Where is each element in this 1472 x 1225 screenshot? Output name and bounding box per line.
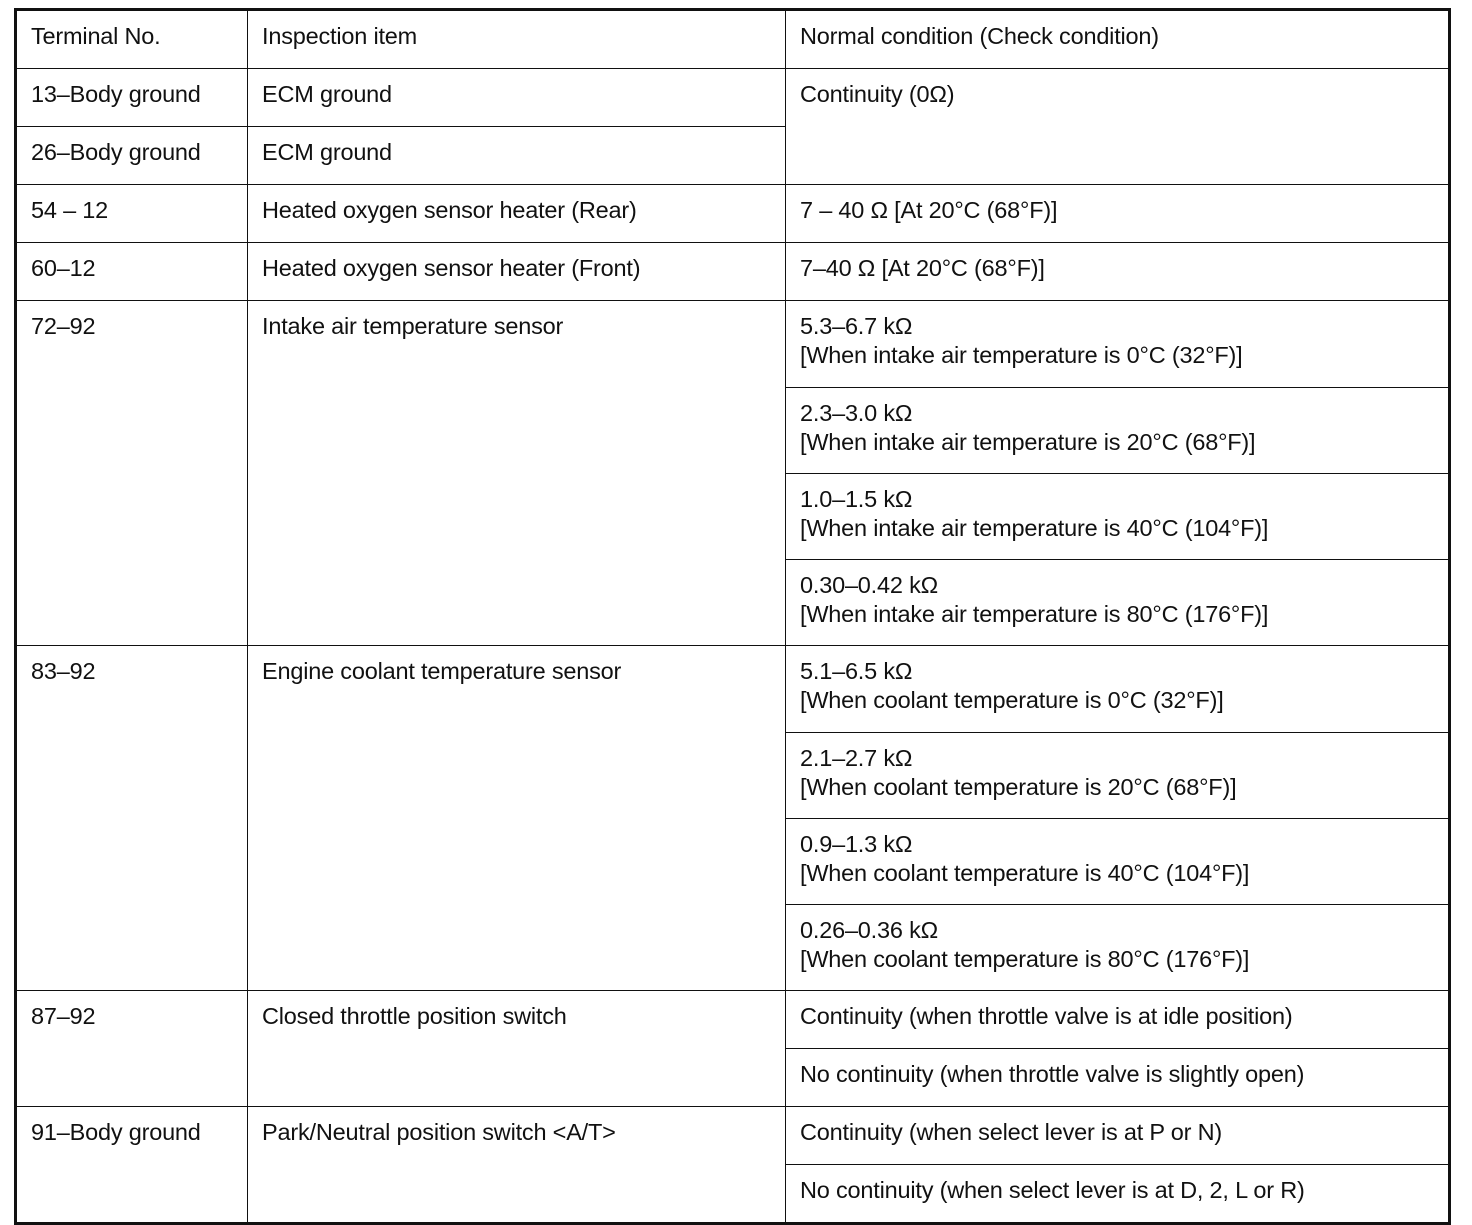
condition-cell: Continuity (when throttle valve is at idle position) — [786, 991, 1450, 1049]
inspection-item-cell: ECM ground — [248, 127, 786, 185]
terminal-cell: 87–92 — [16, 991, 248, 1107]
condition-note: [When coolant temperature is 20°C (68°F)] — [800, 774, 1237, 800]
condition-cell: Continuity (0Ω) — [786, 69, 1450, 185]
ecm-terminal-inspection-table — [14, 8, 1451, 1225]
table-row — [16, 69, 1450, 127]
inspection-item-cell: ECM ground — [248, 69, 786, 127]
condition-cell: No continuity (when select lever is at D, 2, L or R) — [786, 1165, 1450, 1224]
terminal-cell: 13–Body ground — [16, 69, 248, 127]
inspection-item-cell: Intake air temperature sensor — [248, 301, 786, 646]
table-row — [16, 646, 1450, 733]
inspection-item-cell: Heated oxygen sensor heater (Front) — [248, 243, 786, 301]
condition-cell: Continuity (when select lever is at P or N) — [786, 1107, 1450, 1165]
inspection-item-cell: Heated oxygen sensor heater (Rear) — [248, 185, 786, 243]
condition-cell — [786, 646, 1450, 733]
condition-note: [When intake air temperature is 20°C (68°F)] — [800, 429, 1256, 455]
table-row — [16, 301, 1450, 388]
header-terminal-no: Terminal No. — [16, 10, 248, 69]
condition-cell — [786, 474, 1450, 560]
inspection-item-cell: Closed throttle position switch — [248, 991, 786, 1107]
terminal-cell: 60–12 — [16, 243, 248, 301]
resistance-value: 2.3–3.0 kΩ — [800, 400, 913, 426]
terminal-cell: 54 – 12 — [16, 185, 248, 243]
inspection-item-cell: Park/Neutral position switch <A/T> — [248, 1107, 786, 1224]
table-row — [16, 991, 1450, 1049]
condition-note: [When intake air temperature is 40°C (104°F)] — [800, 515, 1269, 541]
resistance-value: 0.26–0.36 kΩ — [800, 917, 938, 943]
table-row — [16, 185, 1450, 243]
condition-cell — [786, 560, 1450, 646]
resistance-value: 5.1–6.5 kΩ — [800, 658, 913, 684]
condition-cell — [786, 819, 1450, 905]
terminal-cell: 72–92 — [16, 301, 248, 646]
condition-note: [When coolant temperature is 0°C (32°F)] — [800, 687, 1224, 713]
condition-note: [When coolant temperature is 80°C (176°F)] — [800, 946, 1250, 972]
resistance-value: 5.3–6.7 kΩ — [800, 313, 913, 339]
condition-cell — [786, 905, 1450, 991]
table-row — [16, 243, 1450, 301]
header-normal-condition: Normal condition (Check condition) — [786, 10, 1450, 69]
inspection-item-cell: Engine coolant temperature sensor — [248, 646, 786, 991]
header-inspection-item: Inspection item — [248, 10, 786, 69]
resistance-value: 1.0–1.5 kΩ — [800, 486, 913, 512]
condition-note: [When intake air temperature is 0°C (32°F)] — [800, 342, 1243, 368]
condition-cell: 7 – 40 Ω [At 20°C (68°F)] — [786, 185, 1450, 243]
condition-note: [When coolant temperature is 40°C (104°F)] — [800, 860, 1250, 886]
condition-cell — [786, 733, 1450, 819]
condition-cell: 7–40 Ω [At 20°C (68°F)] — [786, 243, 1450, 301]
terminal-cell: 83–92 — [16, 646, 248, 991]
header-row — [16, 10, 1450, 69]
condition-cell — [786, 301, 1450, 388]
condition-note: [When intake air temperature is 80°C (176°F)] — [800, 601, 1269, 627]
terminal-cell: 26–Body ground — [16, 127, 248, 185]
condition-cell: No continuity (when throttle valve is slightly open) — [786, 1049, 1450, 1107]
resistance-value: 0.30–0.42 kΩ — [800, 572, 938, 598]
resistance-value: 2.1–2.7 kΩ — [800, 745, 913, 771]
inspection-table-wrapper — [14, 8, 1451, 1225]
condition-cell — [786, 388, 1450, 474]
table-row — [16, 1107, 1450, 1165]
resistance-value: 0.9–1.3 kΩ — [800, 831, 913, 857]
terminal-cell: 91–Body ground — [16, 1107, 248, 1224]
